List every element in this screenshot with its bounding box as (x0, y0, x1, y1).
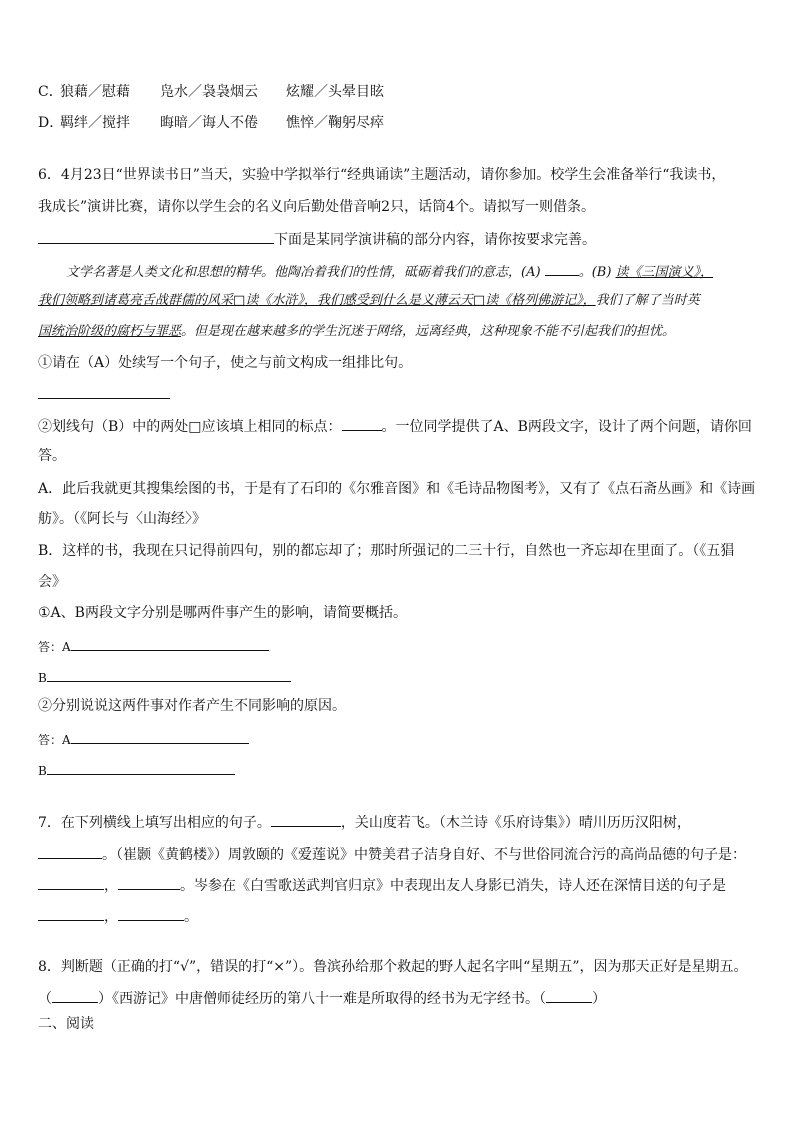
passage-line1 (66, 260, 713, 283)
q7-period: 。 (184, 909, 198, 925)
q6-line1: 6．4月23日“世界读书日”当天，实验中学拟举行“经典诵读”主题活动，请你参加。校学生会准备举行“我读书， (38, 167, 726, 183)
passage-2b: 读《水浒》，我们感受到什么是义薄云天 (245, 293, 473, 308)
q7-line1b: ，关山度若飞。（木兰诗《乐府诗集》）晴川历历汉阳树， (340, 815, 691, 831)
passage-2a: 我们领略到诸葛亮舌战群儒的风采 (38, 293, 234, 308)
blank-box-2: □ (472, 293, 486, 308)
sub-question-2 (38, 415, 752, 437)
passage-3b: 。但是现在越来越多的学生沉迷于网络，远离经典，这种现象不能不引起我们的担忧。 (181, 324, 676, 339)
text-a-line1: A．此后我就更其搜集绘图的书，于是有了石印的《尔雅音图》和《毛诗品物图考》，又有了《点石斋丛画》和《诗画 (38, 481, 756, 497)
qa2-answer-b (38, 759, 235, 781)
section-heading-reading: 二、阅读 (38, 1016, 94, 1032)
text-a-line2: 舫》。（《阿长与〈山海经〉》 (38, 511, 206, 527)
qa2-a-blank[interactable] (71, 728, 249, 744)
blank-a[interactable] (545, 260, 579, 276)
q8-paren-close-2: ） (592, 991, 606, 1007)
passage-2c: 读《格列佛游记》， (485, 293, 596, 308)
q7-blank-3[interactable] (38, 874, 104, 890)
q6-line3 (38, 228, 596, 250)
ans-a-label: 答：A (38, 640, 71, 654)
q7-blank-5[interactable] (38, 905, 104, 921)
q7-line2-text: 。（崔颢《黄鹤楼》）周敦颐的《爱莲说》中赞美君子洁身自好、不与世俗同流合污的高尚品德的句子是： (102, 847, 746, 863)
ans-b-label: B (38, 671, 47, 685)
qa2: ②分别说说这两件事对作者产生不同影响的原因。 (38, 698, 346, 714)
option-c-label: C． (38, 84, 63, 100)
ans-a-label-2: 答：A (38, 733, 71, 747)
ans-b-label-2: B (38, 764, 47, 778)
q6-line3-tail: 下面是某同学演讲稿的部分内容，请你按要求完善。 (274, 232, 596, 248)
q8-line2b: 《西游记》中唐僧师徒经历的第八十一难是所取得的经书为无字经书。（ (112, 991, 546, 1007)
qa1: ①A、B两段文字分别是哪两件事产生的影响，请简要概括。 (38, 605, 407, 621)
q6-line2: 我成长”演讲比赛，请你以学生会的名义向后勤处借音响2只，话筒4个。请拟写一则借条。 (38, 199, 595, 215)
option-c-a: 狼藉／慰藉 (60, 84, 130, 100)
passage-1c: 读《三国演义》， (615, 265, 714, 280)
passage-1a: 文学名著是人类文化和思想的精华。他陶冶着我们的性情，砥砺着我们的意志，(A) (66, 265, 541, 280)
q7-comma-1: ， (104, 878, 118, 894)
sub-question-1: ①请在（A）处续写一个句子，使之与前文构成一组排比句。 (38, 355, 413, 371)
passage-2d: 我们了解了当时英 (595, 293, 700, 308)
q7-comma-2: ， (104, 909, 118, 925)
blank-box-1: □ (233, 293, 246, 308)
text-b-line1: B．这样的书，我现在只记得前四句，别的都忘却了；那时所强记的二三十行，自然也一齐忘却在里面了。（《五猖 (38, 543, 735, 559)
sub2c: 答。 (38, 448, 66, 464)
punct-blank[interactable] (342, 415, 382, 431)
passage-3a: 国统治阶级的腐朽与罪恶 (38, 324, 182, 339)
q7-blank-4[interactable] (118, 874, 180, 890)
q8-blank-2[interactable] (546, 987, 592, 1003)
option-d-a: 羁绊／搅拌 (60, 115, 130, 131)
qa1-a-blank[interactable] (71, 635, 269, 651)
option-d (38, 113, 384, 133)
q8-paren-close-1: ） (98, 991, 112, 1007)
qa2-b-blank[interactable] (47, 759, 235, 775)
option-d-b: 晦暗／诲人不倦 (160, 115, 258, 131)
qa1-answer-a (38, 635, 269, 657)
option-d-label: D． (38, 115, 64, 131)
q7-line4 (38, 905, 198, 927)
option-d-c: 憔悴／鞠躬尽瘁 (286, 115, 384, 131)
sub2b: 。一位同学提供了A、B两段文字，设计了两个问题，请你回 (381, 419, 752, 435)
answer-line-1[interactable] (38, 398, 170, 399)
q7-line1 (38, 811, 691, 833)
qa1-answer-b (38, 666, 291, 688)
q7-blank-1[interactable] (271, 811, 341, 827)
sub2a: ②划线句（B）中的两处□应该填上相同的标点： (38, 419, 342, 435)
q8-line1: 8．判断题（正确的打“√”，错误的打“×”）。鲁滨孙给那个救起的野人起名字叫“星期五”，因为那天正好是星期五。 (38, 959, 748, 975)
passage-2-underlined (38, 293, 596, 308)
option-c (38, 82, 384, 102)
option-c-b: 凫水／袅袅烟云 (160, 84, 258, 100)
q8-paren-open-1: （ (38, 991, 52, 1007)
option-c-c: 炫耀／头晕目眩 (286, 84, 384, 100)
qa2-answer-a (38, 728, 249, 750)
text-b-line2: 会》 (38, 574, 66, 590)
q7-line2 (38, 843, 746, 865)
q7-blank-2[interactable] (38, 843, 102, 859)
passage-line2 (38, 291, 700, 311)
borrow-note-blank[interactable] (38, 228, 274, 244)
passage-line3 (38, 322, 675, 342)
qa1-b-blank[interactable] (47, 666, 291, 682)
q7-line3b: 。岑参在《白雪歌送武判官归京》中表现出友人身影已消失，诗人还在深情目送的句子是 (180, 878, 726, 894)
q8-blank-1[interactable] (52, 987, 98, 1003)
q7-line1a: 7．在下列横线上填写出相应的句子。 (38, 815, 271, 831)
q8-line2 (38, 987, 606, 1009)
passage-1b: 。(B) (578, 265, 612, 280)
q7-blank-6[interactable] (118, 905, 184, 921)
q7-line3 (38, 874, 726, 896)
